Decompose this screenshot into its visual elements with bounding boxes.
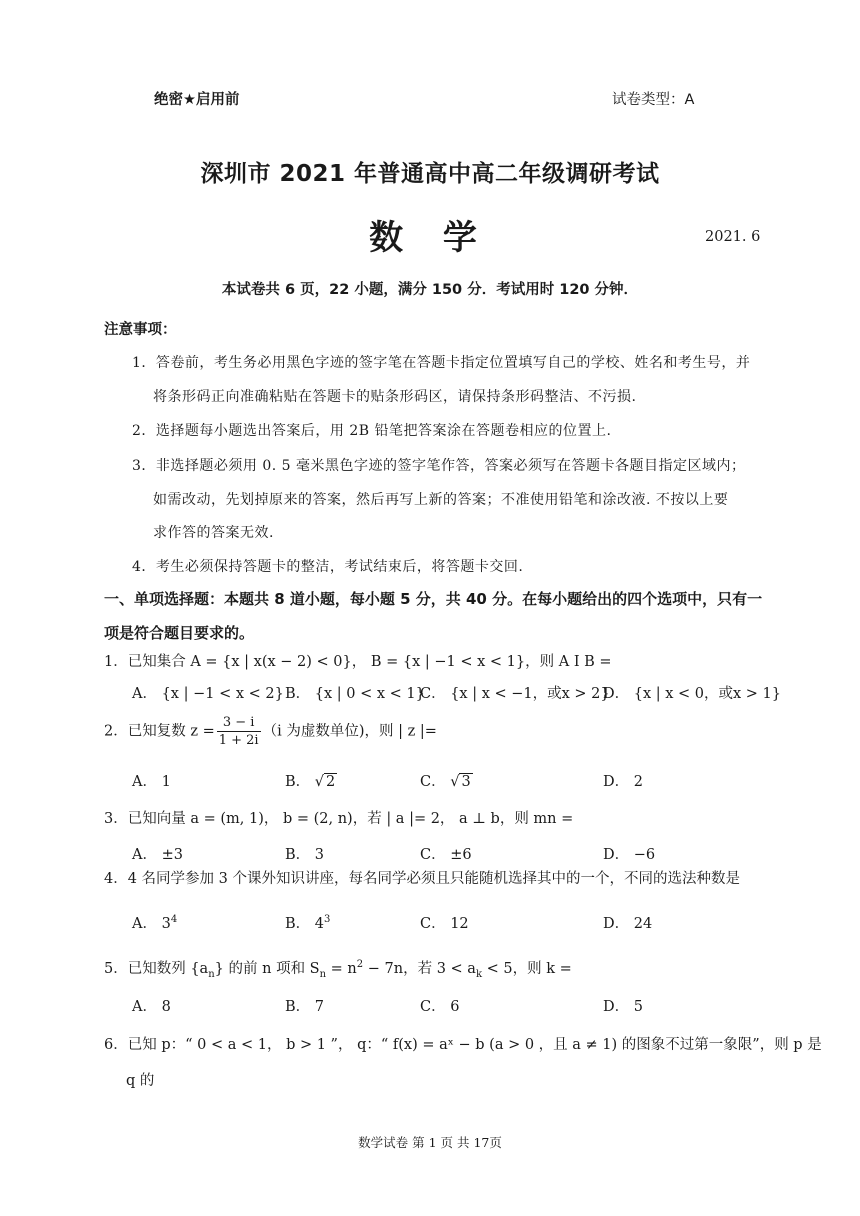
q5-option-c: C． 6 <box>420 999 460 1015</box>
note-line: 1．答卷前，考生务必用黑色字迹的签字笔在答题卡指定位置填写自己的学校、姓名和考生号，并 <box>132 355 751 371</box>
note-line: 4．考生必须保持答题卡的整洁，考试结束后，将答题卡交回. <box>132 559 524 575</box>
exam-intro: 本试卷共 6 页，22 小题，满分 150 分．考试用时 120 分钟． <box>221 282 639 298</box>
q4-option-d: D． 24 <box>603 916 653 932</box>
fraction: $\frac{3 - i}{1 + 2i}$ <box>218 715 259 748</box>
section-heading: 一、单项选择题：本题共 8 道小题，每小题 5 分，共 40 分。在每小题给出的四个选项中，只有一 <box>104 590 763 608</box>
question-1: 1．已知集合 A = {x | x(x − 2) < 0}， B = {x | −1 < x < 1}，则 A Ⅰ B = <box>104 654 612 670</box>
q1-option-d: D． {x | x < 0，或x > 1} <box>603 686 782 702</box>
q1-option-b: B． {x | 0 < x < 1} <box>285 686 425 702</box>
page-footer: 数学试卷 第 1 页 共 17页 <box>358 1135 502 1150</box>
confidential-label: 绝密★启用前 <box>154 92 240 108</box>
q4-option-b: B． $4^3$ <box>285 914 331 932</box>
q2-option-b: B． √ 2 <box>285 774 336 790</box>
q3-option-d: D． −6 <box>603 847 656 863</box>
q3-option-b: B． 3 <box>285 847 324 863</box>
q5-option-b: B． 7 <box>285 999 324 1015</box>
paper-type-label: 试卷类型：A <box>612 92 695 108</box>
question-6: 6．已知 p：“ 0 < a < 1， b > 1 ”， q：“ f(x) = aˣ − b (a > 0 ，且 a ≠ 1) 的图象不过第一象限”，则 p 是 <box>104 1037 822 1053</box>
q2-option-a: A． 1 <box>132 774 171 790</box>
notes-title: 注意事项： <box>104 322 177 338</box>
q1-option-c: C． {x | x < −1，或x > 2} <box>420 686 610 702</box>
question-6-cont: q 的 <box>126 1073 155 1089</box>
note-line: 如需改动，先划掉原来的答案，然后再写上新的答案；不准使用铅笔和涂改液. 不按以上要 <box>153 492 729 508</box>
q4-option-c: C． 12 <box>420 916 469 932</box>
q4-option-a: A． $3^4$ <box>132 914 178 932</box>
note-line: 求作答的答案无效. <box>153 525 274 541</box>
q3-option-a: A． ±3 <box>132 847 183 863</box>
exam-date: 2021. 6 <box>705 229 761 245</box>
q1-option-a: A． {x | −1 < x < 2} <box>132 686 284 702</box>
q5-option-d: D． 5 <box>603 999 643 1015</box>
question-3: 3．已知向量 a = (m, 1)， b = (2, n)，若 | a |= 2， a ⊥ b，则 mn = <box>104 811 574 827</box>
question-4: 4．4 名同学参加 3 个课外知识讲座，每名同学必须且只能随机选择其中的一个，不同的选法种数是 <box>104 871 740 887</box>
q2-option-d: D． 2 <box>603 774 643 790</box>
question-2: 2．已知复数 z = $\frac{3 - i}{1 + 2i}$ （i 为虚数单位)，则 | z |= <box>104 715 437 748</box>
note-line: 2．选择题每小题选出答案后，用 2B 铅笔把答案涂在答题卷相应的位置上. <box>132 423 612 439</box>
section-heading-cont: 项是符合题目要求的。 <box>104 624 255 642</box>
subject-title: 数 学 <box>369 218 491 258</box>
q5-option-a: A． 8 <box>132 999 171 1015</box>
question-5: 5．已知数列 $\{a_n\}$ 的前 n 项和 $S_n = n^2 - 7n$，若 $3 < a_k < 5$，则 k = <box>104 959 572 980</box>
q2-option-c: C． √ 3 <box>420 774 471 790</box>
exam-title: 深圳市 2021 年普通高中高二年级调研考试 <box>200 161 660 187</box>
q3-option-c: C． ±6 <box>420 847 472 863</box>
note-line: 3．非选择题必须用 0. 5 毫米黑色字迹的签字笔作答，答案必须写在答题卡各题目指定区域内； <box>132 458 746 474</box>
note-line: 将条形码正向准确粘贴在答题卡的贴条形码区，请保持条形码整洁、不污损. <box>153 389 637 405</box>
